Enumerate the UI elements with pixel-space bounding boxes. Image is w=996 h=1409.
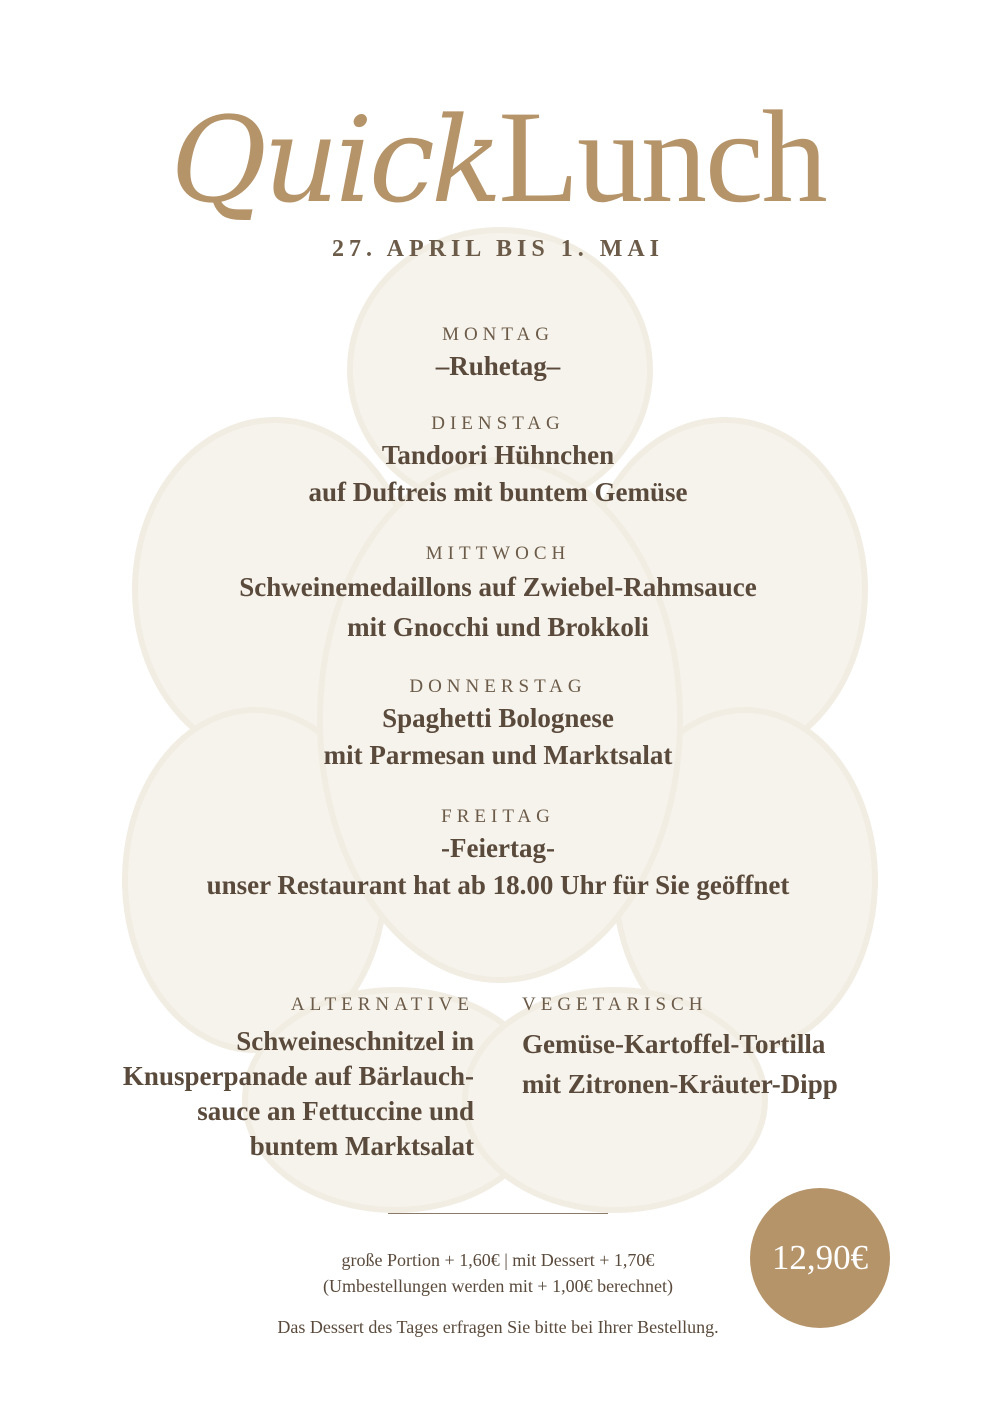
vegetarisch-label: VEGETARISCH xyxy=(522,994,708,1015)
date-range: 27. APRIL BIS 1. MAI xyxy=(331,236,665,262)
dessert-note: Das Dessert des Tages erfragen Sie bitte bei Ihrer Bestellung. xyxy=(277,1317,719,1337)
dish-line: buntem Marktsalat xyxy=(249,1131,474,1161)
menu-title xyxy=(0,80,996,233)
day-label: FREITAG xyxy=(441,806,555,827)
divider xyxy=(388,1213,608,1214)
day-donnerstag xyxy=(0,676,996,774)
price-badge: 12,90€ xyxy=(750,1188,890,1328)
vegetarisch-section xyxy=(522,994,896,1104)
dish-line: Tandoori Hühnchen xyxy=(381,440,615,470)
day-label: DIENSTAG xyxy=(431,413,565,434)
dish-line: unser Restaurant hat ab 18.00 Uhr für Sie geöffnet xyxy=(206,870,790,900)
title-quick: Quick xyxy=(170,91,499,229)
dish-line: Schweineschnitzel in xyxy=(236,1026,474,1056)
day-montag xyxy=(0,324,996,385)
dish-line: –Ruhetag– xyxy=(435,351,561,381)
dish-line: Schweinemedaillons auf Zwiebel-Rahmsauce xyxy=(239,572,757,602)
changes-note: (Umbestellungen werden mit + 1,00€ berechnet) xyxy=(322,1276,674,1296)
dish-line: -Feiertag- xyxy=(441,833,555,863)
extras-note: große Portion + 1,60€ | mit Dessert + 1,70€ xyxy=(341,1250,655,1270)
day-label: MITTWOCH xyxy=(425,543,571,564)
dish-line: mit Parmesan und Marktsalat xyxy=(323,740,673,770)
day-label: MONTAG xyxy=(442,324,554,345)
day-dienstag xyxy=(0,413,996,511)
day-freitag xyxy=(0,806,996,904)
day-label: DONNERSTAG xyxy=(409,676,587,697)
dish-line: Knusperpanade auf Bärlauch- xyxy=(122,1061,474,1091)
dish-line: mit Gnocchi und Brokkoli xyxy=(347,612,649,642)
day-mittwoch xyxy=(0,543,996,647)
dish-line: mit Zitronen-Kräuter-Dipp xyxy=(522,1069,838,1099)
dish-line: sauce an Fettuccine und xyxy=(197,1096,474,1126)
alternative-section xyxy=(100,994,474,1164)
dish-line: Gemüse-Kartoffel-Tortilla xyxy=(522,1029,826,1059)
dish-line: auf Duftreis mit buntem Gemüse xyxy=(308,477,688,507)
title-lunch: Lunch xyxy=(498,83,826,230)
alternative-label: ALTERNATIVE xyxy=(290,994,474,1015)
dish-line: Spaghetti Bolognese xyxy=(382,703,614,733)
